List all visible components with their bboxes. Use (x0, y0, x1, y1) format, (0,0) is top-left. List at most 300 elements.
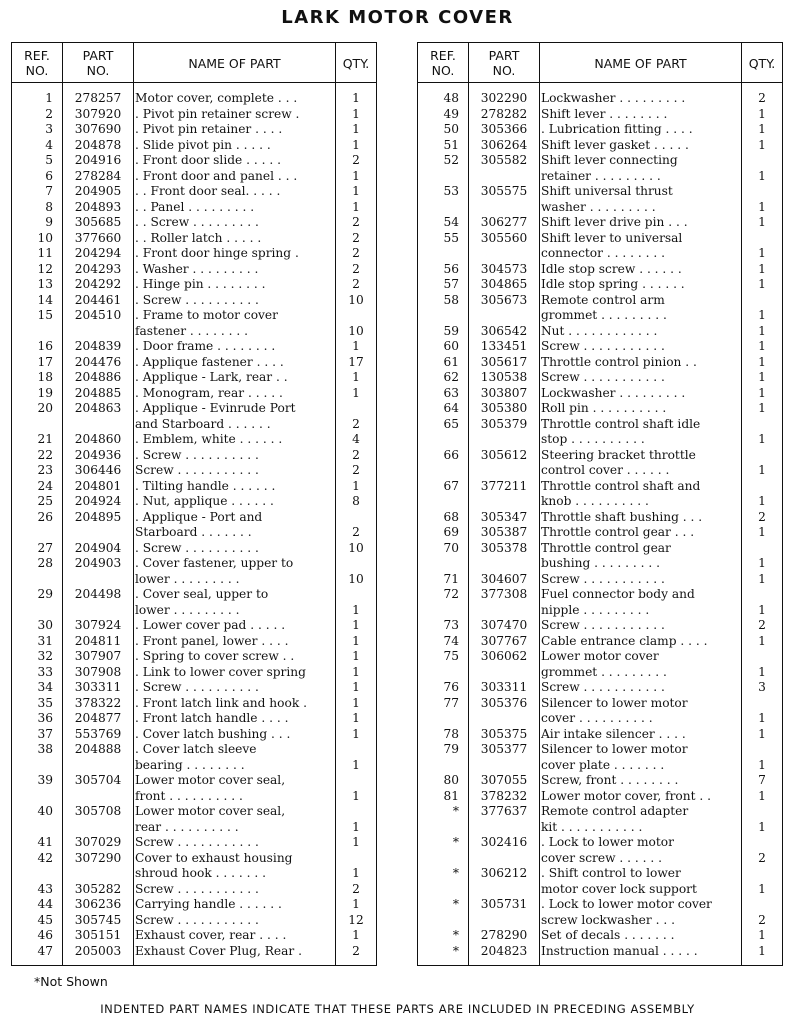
qty-cell: 10 (348, 540, 364, 555)
ref-no-cell: 58 (443, 292, 459, 307)
part-no-cell: 278284 (74, 168, 122, 183)
qty-cell: 1 (758, 122, 766, 136)
part-name-cell: Shift lever connecting (541, 153, 678, 167)
part-name-cell: . Slide pivot pin . . . . . (135, 137, 271, 152)
qty-cell: 1 (758, 323, 766, 338)
ref-no-cell: 46 (37, 928, 53, 942)
part-no-cell: 204801 (74, 478, 122, 493)
qty-cell: 2 (758, 618, 766, 632)
table-header (12, 43, 376, 83)
part-name-cell: . Cover latch sleeve (135, 742, 257, 756)
part-name-cell: . Lower cover pad . . . . . (135, 618, 286, 632)
qty-cell: 1 (758, 525, 766, 539)
part-no-cell: 204510 (74, 308, 122, 322)
part-name-cell: fastener . . . . . . . . (135, 323, 249, 338)
part-name-cell: control cover . . . . . . (541, 463, 670, 477)
table-header (418, 43, 782, 83)
qty-header: QTY. (342, 55, 370, 71)
qty-cell: 17 (348, 354, 364, 369)
part-name-cell: Screw, front . . . . . . . . (541, 773, 679, 787)
table-row (418, 215, 782, 231)
part-name-cell: rear . . . . . . . . . . (135, 819, 239, 834)
parts-table-left (11, 42, 377, 966)
qty-cell: 1 (352, 106, 360, 121)
table-row (418, 417, 782, 433)
part-no-cell: 204878 (74, 137, 122, 152)
part-name-cell: Steering bracket throttle (541, 447, 696, 462)
qty-cell: 2 (352, 153, 360, 167)
ref-no-cell: * (452, 804, 459, 818)
table-row (12, 572, 376, 588)
ref-no-cell: 35 (37, 695, 53, 710)
qty-cell: 1 (352, 695, 360, 710)
part-name-cell: Screw . . . . . . . . . . . (541, 618, 665, 632)
qty-cell: 2 (352, 881, 360, 896)
part-name-cell: . Screw . . . . . . . . . . (135, 540, 259, 555)
part-name-cell: . Tilting handle . . . . . . (135, 478, 276, 493)
table-row (12, 386, 376, 402)
ref-no-cell: 19 (37, 385, 53, 400)
name-of-part-header: NAME OF PART (594, 55, 687, 71)
table-row (12, 246, 376, 262)
part-no-cell: 307290 (74, 850, 122, 865)
part-no-cell: 304865 (480, 277, 528, 291)
table-row (418, 510, 782, 526)
part-no-cell: 130538 (480, 370, 528, 384)
table-row (418, 231, 782, 247)
part-name-cell: washer . . . . . . . . . (541, 199, 656, 214)
qty-cell: 2 (758, 509, 766, 524)
table-row (12, 153, 376, 169)
qty-cell: 1 (758, 463, 766, 477)
qty-cell: 4 (352, 432, 360, 446)
table-row (12, 107, 376, 123)
ref-no-cell: 77 (443, 695, 459, 710)
ref-no-cell: * (452, 943, 459, 958)
part-no-cell: 307055 (480, 773, 528, 787)
part-name-cell: . Front door hinge spring . (135, 246, 299, 260)
part-name-cell: Silencer to lower motor (541, 742, 688, 756)
part-name-cell: . Pivot pin retainer . . . . (135, 122, 283, 136)
table-row (12, 649, 376, 665)
part-no-cell: 204895 (74, 509, 122, 524)
table-row (12, 587, 376, 603)
table-row (12, 122, 376, 138)
ref-no-cell: 55 (443, 230, 459, 245)
ref-no-cell: 36 (37, 711, 53, 725)
part-no-cell: 307470 (480, 618, 528, 632)
part-no-header: PART NO. (488, 48, 520, 78)
ref-no-cell: 5 (45, 153, 53, 167)
table-row (418, 572, 782, 588)
part-no-cell: 305612 (480, 447, 528, 462)
part-name-cell: . Applique - Evinrude Port (135, 401, 296, 415)
table-row (418, 448, 782, 464)
qty-cell: 1 (352, 680, 360, 694)
part-name-cell: cover . . . . . . . . . . (541, 711, 653, 725)
part-no-cell: 204886 (74, 370, 122, 384)
ref-no-cell: 74 (443, 633, 459, 648)
table-row (12, 339, 376, 355)
qty-cell: 2 (758, 912, 766, 927)
part-no-cell: 305151 (74, 928, 122, 942)
part-name-cell: . . Panel . . . . . . . . . (135, 199, 255, 214)
part-name-cell: connector . . . . . . . . (541, 246, 665, 260)
ref-no-cell: 81 (443, 788, 459, 803)
part-no-cell: 305673 (480, 292, 528, 307)
table-row (418, 742, 782, 758)
ref-no-cell: 24 (37, 478, 53, 493)
qty-cell: 1 (758, 432, 766, 446)
table-row (418, 153, 782, 169)
part-no-cell: 302416 (480, 835, 528, 849)
table-row (418, 804, 782, 820)
part-no-cell: 377660 (74, 230, 122, 245)
table-row (12, 618, 376, 634)
ref-no-cell: 1 (45, 91, 53, 105)
ref-no-cell: 31 (37, 633, 53, 648)
qty-cell: 1 (352, 184, 360, 198)
table-row (12, 91, 376, 107)
ref-no-cell: 62 (443, 370, 459, 384)
table-row (12, 432, 376, 448)
table-row (12, 913, 376, 929)
part-no-cell: 306446 (74, 463, 122, 477)
part-name-cell: front . . . . . . . . . . (135, 788, 243, 803)
ref-no-cell: 37 (37, 726, 53, 741)
part-no-cell: 204893 (74, 199, 122, 214)
part-name-cell: Instruction manual . . . . . (541, 943, 698, 958)
table-row (418, 556, 782, 572)
qty-cell: 1 (758, 261, 766, 276)
part-name-cell: . Applique - Lark, rear . . (135, 370, 288, 384)
table-row (12, 479, 376, 495)
table-row (418, 138, 782, 154)
qty-cell: 1 (352, 788, 360, 803)
part-name-cell: . Cover fastener, upper to (135, 556, 294, 570)
ref-no-cell: 7 (45, 184, 53, 198)
qty-cell: 2 (352, 463, 360, 477)
ref-no-cell: 67 (443, 478, 459, 493)
part-name-cell: Screw . . . . . . . . . . . (135, 835, 259, 849)
ref-no-cell: 43 (37, 881, 53, 896)
part-name-cell: Idle stop screw . . . . . . (541, 261, 682, 276)
ref-no-cell: 4 (45, 137, 53, 152)
qty-cell: 1 (758, 168, 766, 183)
table-row (12, 556, 376, 572)
part-no-cell: 305380 (480, 401, 528, 415)
ref-no-cell: 72 (443, 587, 459, 601)
table-row (418, 634, 782, 650)
part-no-cell: 205003 (74, 943, 122, 958)
part-name-cell: . Shift control to lower (541, 866, 681, 880)
part-no-cell: 305708 (74, 804, 122, 818)
table-row (12, 138, 376, 154)
table-row (418, 401, 782, 417)
table-row (418, 308, 782, 324)
qty-cell: 1 (352, 370, 360, 384)
part-no-cell: 304573 (480, 261, 528, 276)
qty-cell: 1 (352, 649, 360, 663)
ref-no-cell: * (452, 897, 459, 911)
qty-cell: 1 (758, 664, 766, 679)
part-no-cell: 303311 (74, 680, 122, 694)
part-name-cell: Remote control adapter (541, 804, 689, 818)
part-name-cell: Screw . . . . . . . . . . . (541, 339, 665, 353)
part-name-cell: screw lockwasher . . . (541, 912, 675, 927)
qty-cell: 1 (352, 168, 360, 183)
table-row (12, 665, 376, 681)
part-no-cell: 306212 (480, 866, 528, 880)
table-row (418, 262, 782, 278)
ref-no-cell: 15 (37, 308, 53, 322)
ref-no-cell: 41 (37, 835, 53, 849)
part-no-cell: 377308 (480, 587, 528, 601)
part-no-cell: 204860 (74, 432, 122, 446)
ref-no-cell: 16 (37, 339, 53, 353)
table-row (12, 510, 376, 526)
part-no-cell: 204863 (74, 401, 122, 415)
part-no-cell: 378232 (480, 788, 528, 803)
ref-no-cell: 51 (443, 137, 459, 152)
table-row (12, 804, 376, 820)
part-no-cell: 204885 (74, 385, 122, 400)
part-name-cell: grommet . . . . . . . . . (541, 308, 667, 322)
qty-cell: 1 (758, 819, 766, 834)
part-name-cell: knob . . . . . . . . . . (541, 494, 649, 508)
part-name-cell: . Lock to lower motor (541, 835, 674, 849)
part-name-cell: . Front panel, lower . . . . (135, 633, 289, 648)
part-no-cell: 204905 (74, 184, 122, 198)
qty-cell: 1 (758, 199, 766, 214)
part-name-cell: Shift lever . . . . . . . . (541, 106, 668, 121)
part-no-cell: 204903 (74, 556, 122, 570)
table-row (12, 448, 376, 464)
table-row (418, 169, 782, 185)
ref-no-cell: 78 (443, 726, 459, 741)
part-name-cell: bearing . . . . . . . . (135, 757, 245, 772)
ref-no-cell: 17 (37, 354, 53, 369)
table-row (12, 401, 376, 417)
part-name-cell: Throttle control gear (541, 540, 671, 555)
page-title: LARK MOTOR COVER (281, 7, 514, 28)
qty-cell: 8 (352, 494, 360, 508)
part-name-cell: Lockwasher . . . . . . . . . (541, 91, 686, 105)
part-name-cell: cover screw . . . . . . (541, 850, 663, 865)
table-row (418, 758, 782, 774)
ref-no-cell: 28 (37, 556, 53, 570)
part-name-cell: . . Screw . . . . . . . . . (135, 215, 259, 229)
part-no-cell: 305282 (74, 881, 122, 896)
part-no-cell: 304607 (480, 571, 528, 586)
table-row (12, 324, 376, 340)
table-row (418, 696, 782, 712)
table-row (418, 835, 782, 851)
ref-no-cell: 53 (443, 184, 459, 198)
table-row (418, 200, 782, 216)
ref-no-cell: 34 (37, 680, 53, 694)
part-no-cell: 306236 (74, 897, 122, 911)
qty-cell: 1 (758, 106, 766, 121)
ref-no-cell: 32 (37, 649, 53, 663)
part-no-cell: 305731 (480, 897, 528, 911)
table-row (12, 680, 376, 696)
qty-cell: 7 (758, 773, 766, 787)
table-row (12, 200, 376, 216)
part-name-cell: Remote control arm (541, 292, 665, 307)
part-name-cell: Set of decals . . . . . . . (541, 928, 675, 942)
part-name-cell: Throttle control shaft and (541, 478, 701, 493)
qty-cell: 1 (352, 711, 360, 725)
ref-no-cell: 25 (37, 494, 53, 508)
table-row (418, 91, 782, 107)
part-name-cell: Throttle control gear . . . (541, 525, 695, 539)
part-name-cell: Idle stop spring . . . . . . (541, 277, 685, 291)
ref-no-cell: 61 (443, 354, 459, 369)
ref-no-cell: 68 (443, 509, 459, 524)
part-name-cell: Lockwasher . . . . . . . . . (541, 385, 686, 400)
ref-no-cell: 39 (37, 773, 53, 787)
ref-no-cell: 48 (443, 91, 459, 105)
ref-no-cell: 66 (443, 447, 459, 462)
part-no-cell: 204888 (74, 742, 122, 756)
qty-cell: 1 (758, 401, 766, 415)
qty-cell: 1 (758, 277, 766, 291)
ref-no-cell: * (452, 928, 459, 942)
part-name-cell: Throttle control pinion . . (541, 354, 697, 369)
part-no-cell: 204904 (74, 540, 122, 555)
table-row (418, 246, 782, 262)
part-name-cell: . Emblem, white . . . . . . (135, 432, 283, 446)
part-name-cell: Silencer to lower motor (541, 695, 688, 710)
table-row (418, 680, 782, 696)
table-row (12, 262, 376, 278)
part-name-cell: Cover to exhaust housing (135, 850, 293, 865)
part-name-cell: . Frame to motor cover (135, 308, 278, 322)
part-name-cell: Lower motor cover, front . . (541, 788, 712, 803)
table-row (12, 277, 376, 293)
part-name-cell: Screw . . . . . . . . . . . (135, 912, 259, 927)
qty-cell: 1 (758, 571, 766, 586)
ref-no-cell: 6 (45, 168, 53, 183)
table-row (12, 634, 376, 650)
ref-no-cell: 63 (443, 385, 459, 400)
qty-cell: 10 (348, 571, 364, 586)
ref-no-cell: 45 (37, 912, 53, 927)
part-no-cell: 306062 (480, 649, 528, 663)
ref-no-cell: 80 (443, 773, 459, 787)
part-no-cell: 204811 (74, 633, 122, 648)
qty-cell: 1 (758, 246, 766, 260)
table-row (418, 525, 782, 541)
table-row (418, 789, 782, 805)
part-no-cell: 204294 (74, 246, 122, 260)
ref-no-cell: 56 (443, 261, 459, 276)
ref-no-cell: 33 (37, 664, 53, 679)
part-no-cell: 307907 (74, 649, 122, 663)
part-name-cell: Carrying handle . . . . . . (135, 897, 282, 911)
table-row (418, 711, 782, 727)
table-row (418, 851, 782, 867)
table-row (418, 277, 782, 293)
table-row (418, 432, 782, 448)
part-no-cell: 306277 (480, 215, 528, 229)
qty-cell: 1 (758, 556, 766, 570)
table-row (12, 215, 376, 231)
part-no-cell: 307767 (480, 633, 528, 648)
part-name-cell: . Front latch handle . . . . (135, 711, 289, 725)
part-no-cell: 305617 (480, 354, 528, 369)
part-name-cell: . Screw . . . . . . . . . . (135, 447, 259, 462)
part-no-cell: 204476 (74, 354, 122, 369)
qty-cell: 1 (758, 354, 766, 369)
qty-cell: 1 (758, 385, 766, 400)
part-name-cell: Lower motor cover seal, (135, 804, 286, 818)
table-row (418, 603, 782, 619)
part-name-cell: . Link to lower cover spring (135, 664, 306, 679)
table-row (12, 851, 376, 867)
part-name-cell: Cable entrance clamp . . . . (541, 633, 708, 648)
part-name-cell: Shift lever drive pin . . . (541, 215, 688, 229)
table-row (418, 587, 782, 603)
qty-cell: 1 (352, 726, 360, 741)
part-no-cell: 278290 (480, 928, 528, 942)
part-no-cell: 204823 (480, 943, 528, 958)
part-name-cell: Shift lever gasket . . . . . (541, 137, 689, 152)
table-row (418, 618, 782, 634)
part-name-cell: cover plate . . . . . . . (541, 757, 665, 772)
part-name-cell: . . Front door seal. . . . . (135, 184, 281, 198)
table-row (418, 324, 782, 340)
ref-no-cell: 27 (37, 540, 53, 555)
part-no-cell: 204936 (74, 447, 122, 462)
qty-cell: 1 (758, 757, 766, 772)
table-row (12, 835, 376, 851)
table-row (418, 897, 782, 913)
ref-no-cell: 57 (443, 277, 459, 291)
table-row (418, 928, 782, 944)
ref-no-cell: 14 (37, 292, 53, 307)
part-no-cell: 307920 (74, 106, 122, 121)
table-row (418, 727, 782, 743)
part-name-cell: . . Roller latch . . . . . (135, 230, 262, 245)
table-row (12, 169, 376, 185)
table-row (418, 386, 782, 402)
part-name-cell: Screw . . . . . . . . . . . (135, 463, 259, 477)
parts-table-right (417, 42, 783, 966)
table-row (418, 122, 782, 138)
qty-cell: 1 (758, 602, 766, 617)
qty-cell: 1 (758, 928, 766, 942)
qty-cell: 1 (758, 788, 766, 803)
part-no-cell: 278257 (74, 91, 122, 105)
table-row (418, 355, 782, 371)
table-row (12, 541, 376, 557)
ref-no-cell: 2 (45, 106, 53, 121)
part-name-cell: . Nut, applique . . . . . . (135, 494, 274, 508)
qty-cell: 1 (352, 819, 360, 834)
table-row (418, 866, 782, 882)
table-row (418, 107, 782, 123)
part-no-cell: 305745 (74, 912, 122, 927)
part-name-cell: . Screw . . . . . . . . . . (135, 292, 259, 307)
part-name-cell: Shift universal thrust (541, 184, 673, 198)
ref-no-cell: 12 (37, 261, 53, 276)
part-name-cell: . Front latch link and hook . (135, 695, 307, 710)
qty-cell: 2 (352, 447, 360, 462)
ref-no-cell: 11 (37, 246, 53, 260)
part-name-cell: . Front door and panel . . . (135, 168, 298, 183)
